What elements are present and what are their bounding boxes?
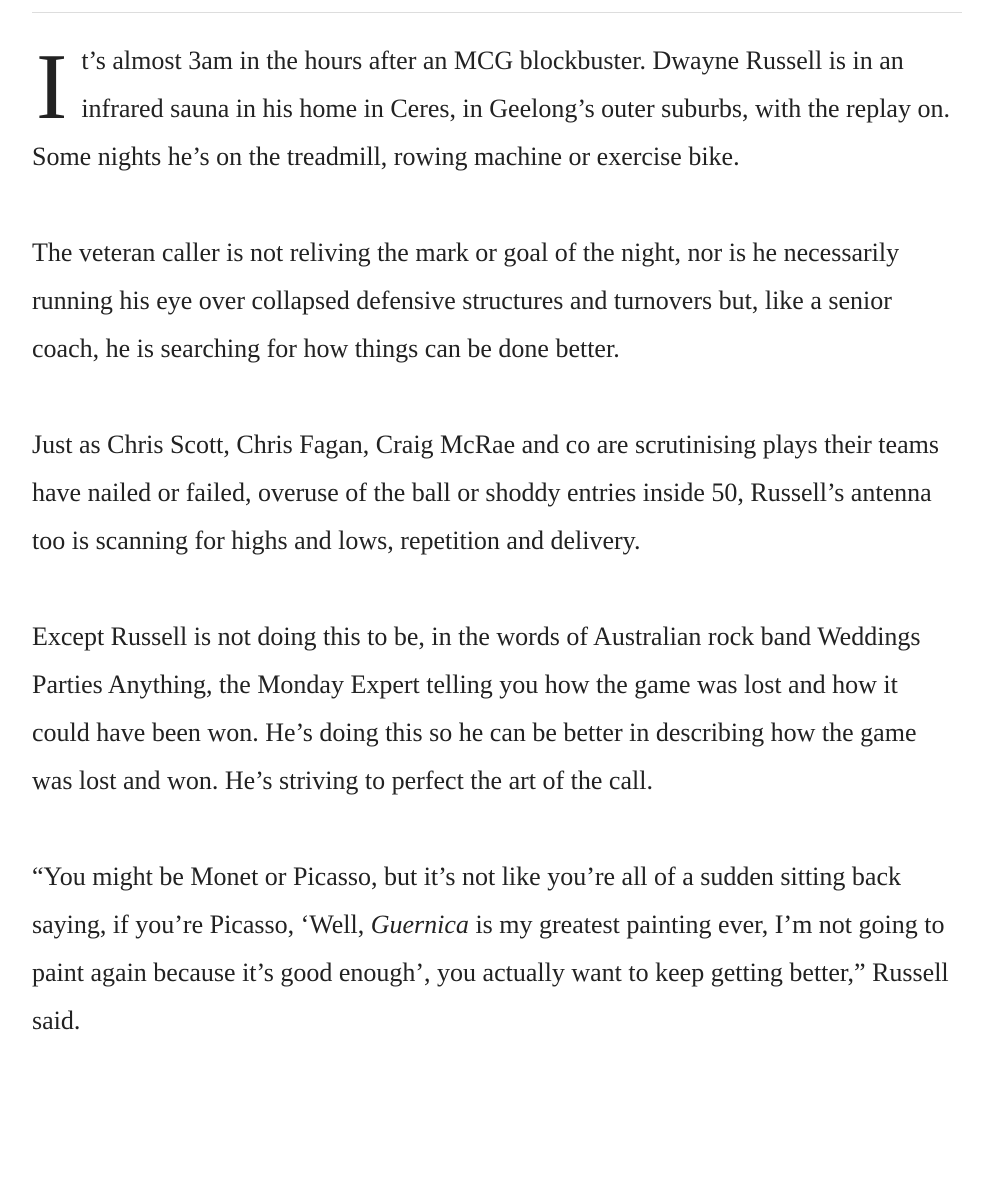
paragraph-2: The veteran caller is not reliving the mark or goal of the night, nor is he necessarily running his eye over collapsed defensive structures and turnovers but, like a senior coach, he is searching for how things can be done better. [32, 238, 900, 363]
article-body [32, 37, 962, 1093]
paragraph-3: Just as Chris Scott, Chris Fagan, Craig McRae and co are scrutinising plays their teams have nailed or failed, overuse of the ball or shoddy entries inside 50, Russell’s antenna too is scanning for highs and lows, repetition and delivery. [32, 430, 939, 555]
quote-text-end: is my greatest painting ever, I’m not going to paint again because it’s good enough’, you actually want to keep getting better,” Russell said. [32, 910, 949, 1035]
paragraph-1-text: t’s almost 3am in the hours after an MCG blockbuster. Dwayne Russell is in an infrared sauna in his home in Ceres, in Geelong’s outer suburbs, with the replay on. Some nights he’s on the treadmill, rowing machine or exercise bike. [32, 46, 950, 171]
paragraph-1 [32, 37, 962, 181]
top-divider [32, 12, 962, 13]
paragraph-5 [32, 853, 962, 1045]
painting-title: Guernica [370, 910, 469, 939]
paragraph-4: Except Russell is not doing this to be, in the words of Australian rock band Weddings Parties Anything, the Monday Expert telling you how the game was lost and how it could have been won. He’s doing this so he can be better in describing how the game was lost and won. He’s striving to perfect the art of the call. [32, 622, 921, 795]
drop-cap: I [36, 35, 68, 139]
quote-text-start: “You might be Monet or Picasso, but it’s not like you’re all of a sudden sitting back saying, if you’re Picasso, ‘Well, [32, 862, 901, 939]
